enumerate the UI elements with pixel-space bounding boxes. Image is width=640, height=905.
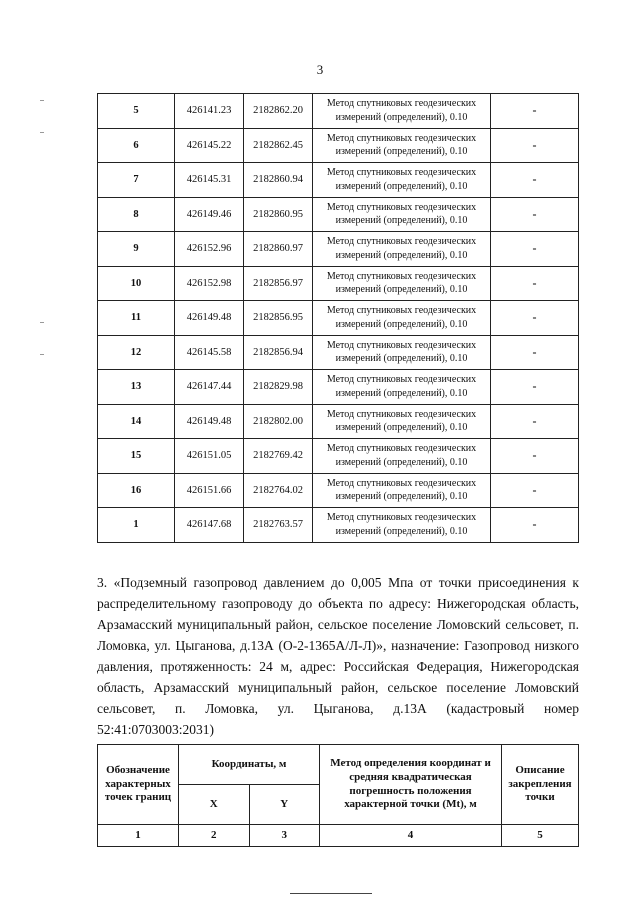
point-number: 14 bbox=[98, 404, 175, 439]
header-col-number: 2 bbox=[179, 825, 250, 847]
table-row bbox=[98, 301, 579, 336]
coord-x: 426141.23 bbox=[175, 94, 244, 129]
table-row bbox=[98, 335, 579, 370]
description-cell: - bbox=[491, 197, 579, 232]
coord-y: 2182764.02 bbox=[244, 473, 313, 508]
header-y: Y bbox=[249, 785, 320, 825]
coordinates-header-table bbox=[97, 744, 579, 847]
header-col-number: 3 bbox=[249, 825, 320, 847]
method-cell: Метод спутниковых геодезических измерений (определений), 0.10 bbox=[313, 301, 491, 336]
description-cell: - bbox=[491, 163, 579, 198]
point-number: 8 bbox=[98, 197, 175, 232]
coord-y: 2182769.42 bbox=[244, 439, 313, 474]
description-cell: - bbox=[491, 232, 579, 267]
point-number: 13 bbox=[98, 370, 175, 405]
point-number: 9 bbox=[98, 232, 175, 267]
coord-x: 426145.22 bbox=[175, 128, 244, 163]
method-cell: Метод спутниковых геодезических измерений (определений), 0.10 bbox=[313, 370, 491, 405]
scan-mark bbox=[40, 132, 44, 133]
method-cell: Метод спутниковых геодезических измерений (определений), 0.10 bbox=[313, 232, 491, 267]
method-cell: Метод спутниковых геодезических измерений (определений), 0.10 bbox=[313, 439, 491, 474]
page-number: 3 bbox=[316, 62, 324, 77]
coordinates-table bbox=[97, 93, 579, 543]
point-number: 15 bbox=[98, 439, 175, 474]
point-number: 16 bbox=[98, 473, 175, 508]
method-cell: Метод спутниковых геодезических измерений (определений), 0.10 bbox=[313, 94, 491, 129]
table-row bbox=[98, 473, 579, 508]
description-cell: - bbox=[491, 301, 579, 336]
header-point-designation: Обозначение характерных точек границ bbox=[98, 745, 179, 825]
table-row bbox=[98, 163, 579, 198]
coord-x: 426145.58 bbox=[175, 335, 244, 370]
description-cell: - bbox=[491, 94, 579, 129]
header-col-number: 1 bbox=[98, 825, 179, 847]
method-cell: Метод спутниковых геодезических измерений (определений), 0.10 bbox=[313, 197, 491, 232]
coord-y: 2182856.94 bbox=[244, 335, 313, 370]
table-row bbox=[98, 508, 579, 543]
coord-x: 426152.98 bbox=[175, 266, 244, 301]
description-cell: - bbox=[491, 404, 579, 439]
coord-x: 426149.48 bbox=[175, 301, 244, 336]
description-cell: - bbox=[491, 439, 579, 474]
footer-divider bbox=[290, 893, 372, 894]
object-description-paragraph: 3. «Подземный газопровод давлением до 0,005 Мпа от точки присоединения к распределительному газопроводу до объекта по адресу: Нижегородская область, Арзамасский муниципальный район, сельское поселение Ломовский сельсовет, п. Ломовка, ул. Цыганова, д.13А (О-2-1365А/Л-Л)», назначение: Газопровод низкого давления, протяженность: 24 м, адрес: Российская Федерация, Нижегородская область, Арзамасский муниципальный район, сельское поселение Ломовский сельсовет, п. Ломовка, ул. Цыганова, д.13А (кадастровый номер 52:41:0703003:2031) bbox=[97, 575, 579, 737]
method-cell: Метод спутниковых геодезических измерений (определений), 0.10 bbox=[313, 163, 491, 198]
header-description: Описание закрепления точки bbox=[502, 745, 579, 825]
description-cell: - bbox=[491, 508, 579, 543]
description-cell: - bbox=[491, 335, 579, 370]
table-row bbox=[98, 197, 579, 232]
header-col-number: 5 bbox=[502, 825, 579, 847]
point-number: 7 bbox=[98, 163, 175, 198]
coord-y: 2182860.94 bbox=[244, 163, 313, 198]
table-row bbox=[98, 266, 579, 301]
table-row bbox=[98, 94, 579, 129]
table-row bbox=[98, 232, 579, 267]
coord-y: 2182802.00 bbox=[244, 404, 313, 439]
coord-y: 2182856.97 bbox=[244, 266, 313, 301]
coord-x: 426149.46 bbox=[175, 197, 244, 232]
point-number: 11 bbox=[98, 301, 175, 336]
method-cell: Метод спутниковых геодезических измерений (определений), 0.10 bbox=[313, 473, 491, 508]
table-row bbox=[98, 370, 579, 405]
scan-mark bbox=[40, 100, 44, 101]
coord-x: 426147.44 bbox=[175, 370, 244, 405]
point-number: 6 bbox=[98, 128, 175, 163]
point-number: 5 bbox=[98, 94, 175, 129]
description-cell: - bbox=[491, 128, 579, 163]
header-col-number: 4 bbox=[320, 825, 502, 847]
coord-x: 426145.31 bbox=[175, 163, 244, 198]
coord-y: 2182856.95 bbox=[244, 301, 313, 336]
scan-mark bbox=[40, 354, 44, 355]
method-cell: Метод спутниковых геодезических измерений (определений), 0.10 bbox=[313, 508, 491, 543]
header-method: Метод определения координат и средняя квадратическая погрешность положения характерной точки (Mt), м bbox=[320, 745, 502, 825]
description-cell: - bbox=[491, 370, 579, 405]
description-cell: - bbox=[491, 266, 579, 301]
coord-x: 426152.96 bbox=[175, 232, 244, 267]
coord-y: 2182862.20 bbox=[244, 94, 313, 129]
method-cell: Метод спутниковых геодезических измерений (определений), 0.10 bbox=[313, 404, 491, 439]
coord-y: 2182862.45 bbox=[244, 128, 313, 163]
header-x: X bbox=[179, 785, 250, 825]
coord-y: 2182860.95 bbox=[244, 197, 313, 232]
table-row bbox=[98, 439, 579, 474]
table-row bbox=[98, 404, 579, 439]
coord-y: 2182763.57 bbox=[244, 508, 313, 543]
point-number: 1 bbox=[98, 508, 175, 543]
point-number: 10 bbox=[98, 266, 175, 301]
coord-x: 426151.05 bbox=[175, 439, 244, 474]
coord-y: 2182829.98 bbox=[244, 370, 313, 405]
header-coordinates: Координаты, м bbox=[179, 745, 320, 785]
table-row bbox=[98, 128, 579, 163]
method-cell: Метод спутниковых геодезических измерений (определений), 0.10 bbox=[313, 335, 491, 370]
point-number: 12 bbox=[98, 335, 175, 370]
description-cell: - bbox=[491, 473, 579, 508]
coord-x: 426149.48 bbox=[175, 404, 244, 439]
coord-y: 2182860.97 bbox=[244, 232, 313, 267]
scan-mark bbox=[40, 322, 44, 323]
method-cell: Метод спутниковых геодезических измерений (определений), 0.10 bbox=[313, 266, 491, 301]
coord-x: 426147.68 bbox=[175, 508, 244, 543]
method-cell: Метод спутниковых геодезических измерений (определений), 0.10 bbox=[313, 128, 491, 163]
coord-x: 426151.66 bbox=[175, 473, 244, 508]
